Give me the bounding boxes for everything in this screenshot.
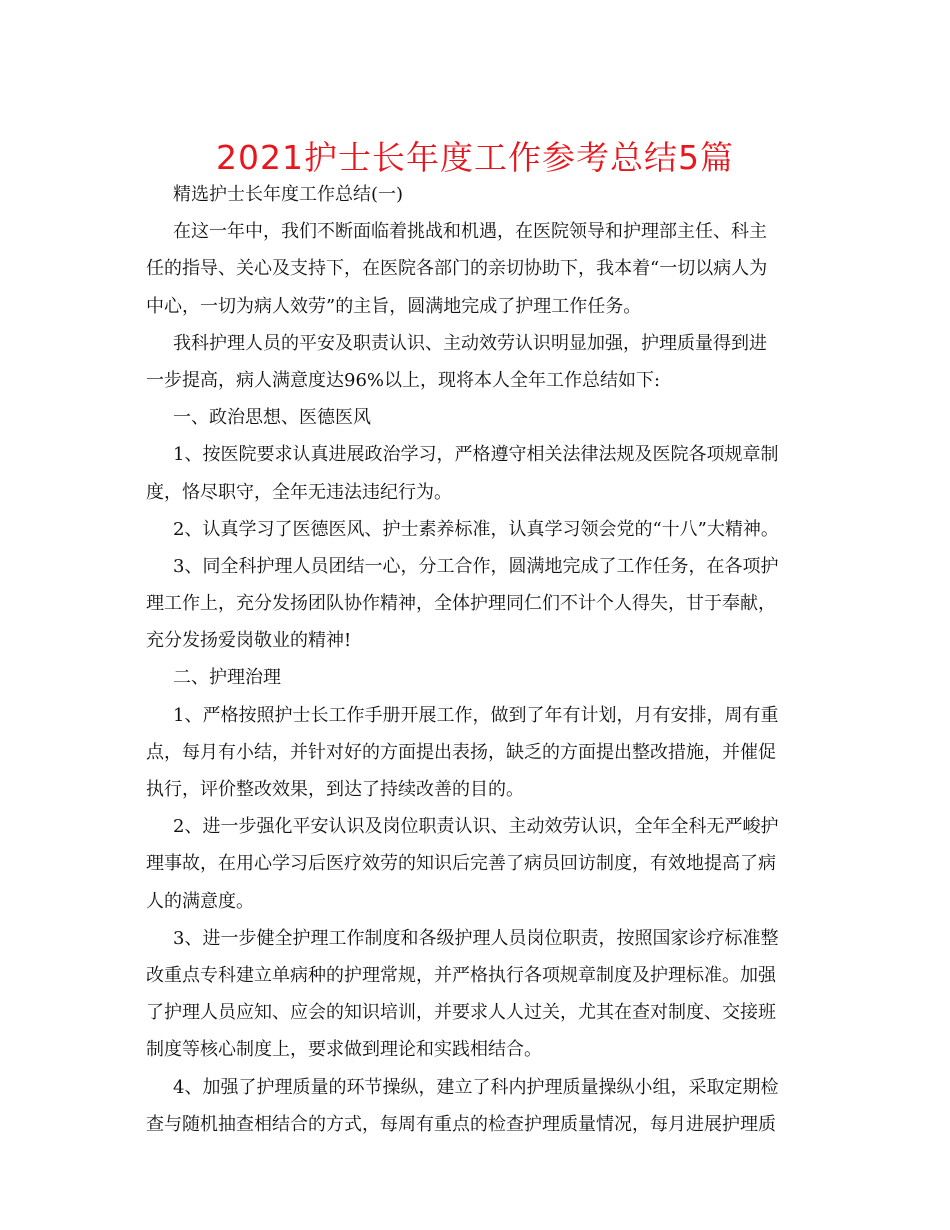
text-line: 理工作上，充分发扬团队协作精神，全体护理同仁们不计个人得失，甘于奉献，	[146, 593, 776, 615]
text-line: 查与随机抽查相结合的方式，每周有重点的检查护理质量情况，每月进展护理质	[146, 1113, 776, 1135]
text-line: 一、政治思想、医德医风	[173, 407, 371, 429]
text-line: 在这一年中，我们不断面临着挑战和机遇，在医院领导和护理部主任、科主	[173, 221, 767, 243]
text-line: 二、护理治理	[173, 667, 281, 689]
text-line: 充分发扬爱岗敬业的精神!	[146, 630, 352, 652]
text-line: 理事故，在用心学习后医疗效劳的知识后完善了病员回访制度，有效地提高了病	[146, 853, 776, 875]
text-line: 1、严格按照护士长工作手册开展工作，做到了年有计划，月有安排，周有重	[173, 704, 779, 726]
text-line: 改重点专科建立单病种的护理常规，并严格执行各项规章制度及护理标准。加强	[146, 964, 776, 986]
text-line: 任的指导、关心及支持下，在医院各部门的亲切协助下，我本着“一切以病人为	[146, 258, 768, 280]
text-line: 1、按医院要求认真进展政治学习，严格遵守相关法律法规及医院各项规章制	[173, 444, 779, 466]
text-line: 人的满意度。	[146, 890, 254, 912]
document-body	[146, 176, 826, 1143]
text-line: 精选护士长年度工作总结(一)	[173, 184, 404, 205]
text-line: 中心，一切为病人效劳”的主旨，圆满地完成了护理工作任务。	[146, 295, 642, 317]
text-line: 执行，评价整改效果，到达了持续改善的目的。	[146, 779, 524, 800]
text-line: 2、进一步强化平安认识及岗位职责认识、主动效劳认识，全年全科无严峻护	[173, 816, 779, 838]
text-line: 点，每月有小结，并针对好的方面提出表扬，缺乏的方面提出整改措施，并催促	[146, 741, 776, 763]
text-line: 2、认真学习了医德医风、护士素养标准，认真学习领会党的“十八”大精神。	[173, 518, 779, 540]
text-line: 3、同全科护理人员团结一心，分工合作，圆满地完成了工作任务，在各项护	[173, 555, 779, 577]
text-line: 了护理人员应知、应会的知识培训，并要求人人过关，尤其在查对制度、交接班	[146, 1002, 776, 1024]
text-line: 制度等核心制度上，要求做到理论和实践相结合。	[146, 1039, 542, 1061]
document-title: 2021护士长年度工作参考总结5篇	[216, 138, 734, 177]
text-line: 一步提高，病人满意度达96%以上，现将本人全年工作总结如下:	[146, 369, 661, 391]
text-line: 我科护理人员的平安及职责认识、主动效劳认识明显加强，护理质量得到进	[173, 332, 767, 354]
text-line: 度，恪尽职守，全年无违法违纪行为。	[146, 481, 452, 503]
text-line: 4、加强了护理质量的环节操纵，建立了科内护理质量操纵小组，采取定期检	[173, 1076, 779, 1098]
text-line: 3、进一步健全护理工作制度和各级护理人员岗位职责，按照国家诊疗标准整	[173, 927, 779, 949]
